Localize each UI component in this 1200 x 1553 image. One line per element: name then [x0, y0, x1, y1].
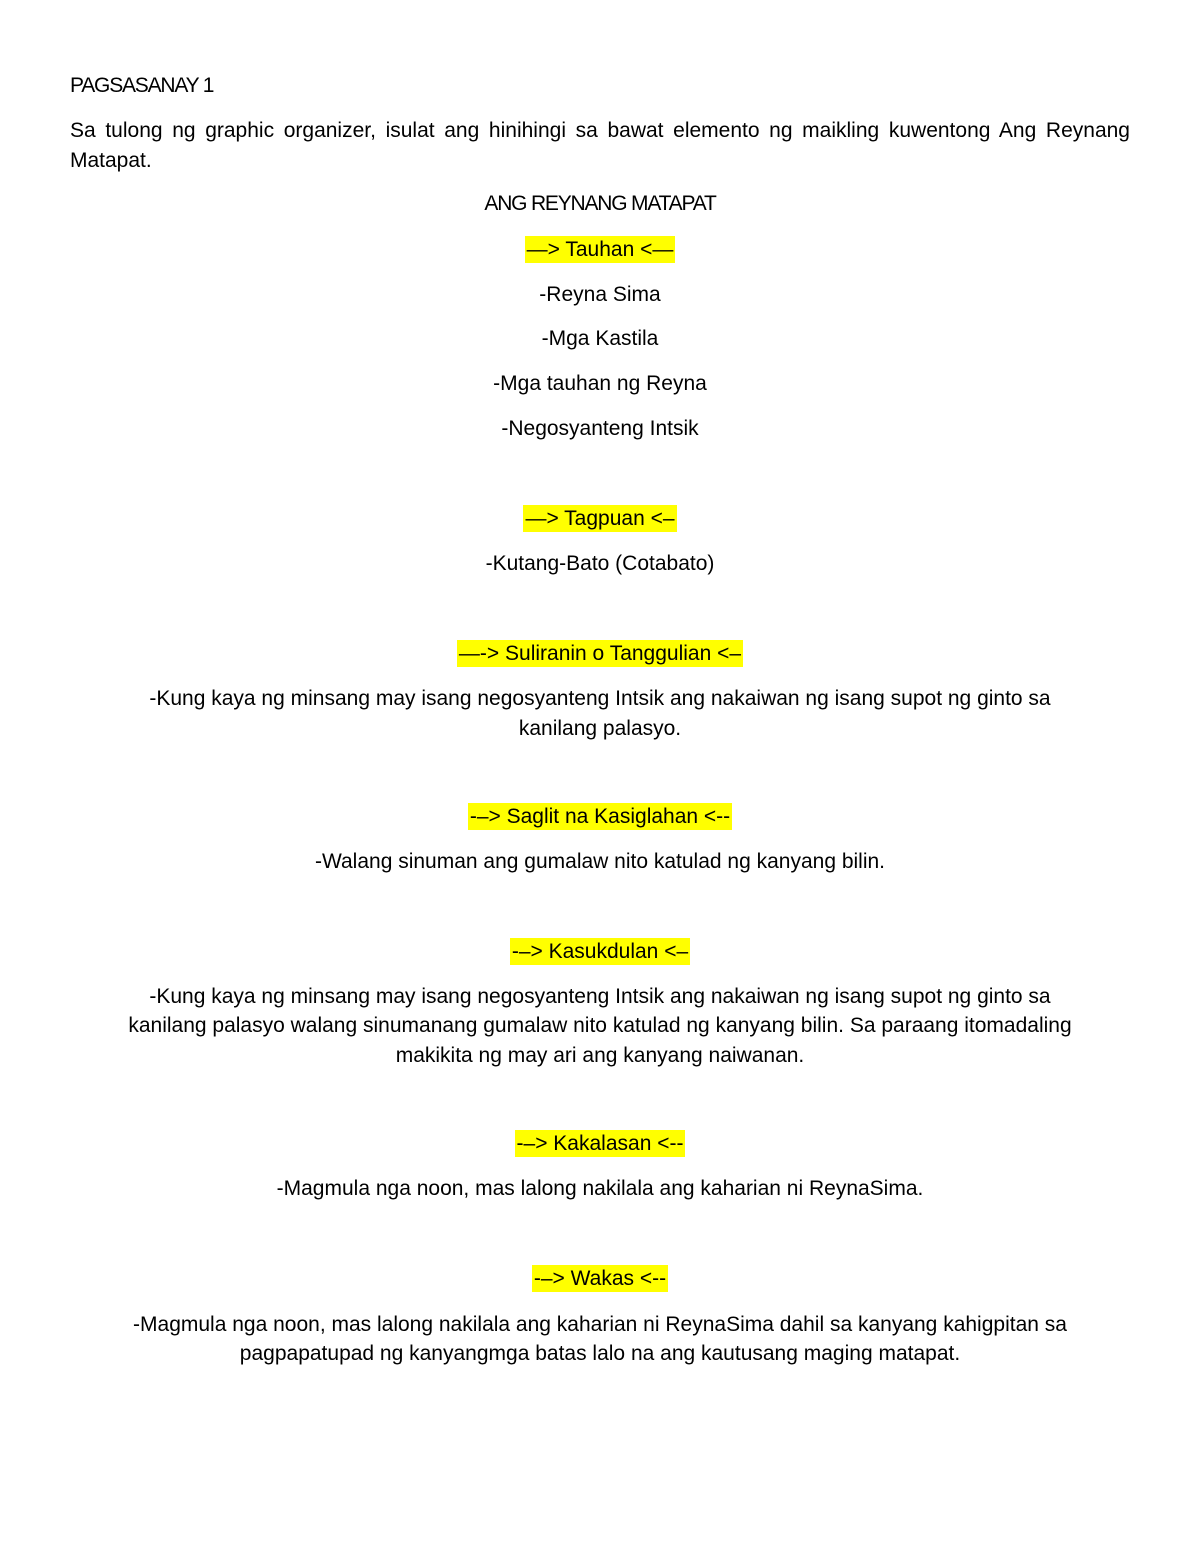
section-item: -Kung kaya ng minsang may isang negosyanteng Intsik ang nakaiwan ng isang supot ng ginto sa [149, 985, 1051, 1008]
highlighted-label: —> Tauhan <— [526, 238, 674, 261]
section-label-tagpuan [70, 504, 1130, 534]
document-page [70, 0, 1130, 1553]
section-item: makikita ng may ari ang kanyang naiwanan. [395, 1044, 805, 1067]
highlighted-label: —> Tagpuan <– [525, 507, 675, 530]
highlighted-label: -–> Saglit na Kasiglahan <-- [469, 805, 731, 828]
section-item: -Kung kaya ng minsang may isang negosyanteng Intsik ang nakaiwan ng isang supot ng ginto sa [149, 687, 1051, 710]
section-item: -Magmula nga noon, mas lalong nakilala ang kaharian ni ReynaSima. [276, 1177, 924, 1200]
highlighted-label: -–> Kasukdulan <– [511, 940, 689, 963]
section-label-kakalasan [70, 1129, 1130, 1159]
section-item: kanilang palasyo. [518, 717, 682, 740]
section-label-wakas [70, 1264, 1130, 1294]
instructions-paragraph: Sa tulong ng graphic organizer, isulat ang hinihingi sa bawat elemento ng maikling kuwentong Ang Reynang Matapat. [70, 119, 1130, 172]
highlighted-label: —-> Suliranin o Tanggulian <– [458, 642, 742, 665]
highlighted-label: -–> Wakas <-- [533, 1267, 667, 1290]
section-label-kasukdulan [70, 937, 1130, 967]
section-item: -Reyna Sima [539, 283, 661, 306]
section-label-suliranin [70, 639, 1130, 669]
section-item: -Negosyanteng Intsik [501, 417, 699, 440]
section-item: -Mga tauhan ng Reyna [493, 372, 707, 395]
section-item: -Magmula nga noon, mas lalong nakilala ang kaharian ni ReynaSima dahil sa kanyang kahigpitan sa [133, 1313, 1067, 1336]
story-title: ANG REYNANG MATAPAT [484, 192, 716, 215]
exercise-heading: PAGSASANAY 1 [70, 74, 214, 97]
section-label-saglit-na-kasiglahan [70, 802, 1130, 832]
section-item: pagpapatupad ng kanyangmga batas lalo na ang kautusang maging matapat. [239, 1342, 961, 1365]
section-label-tauhan [70, 235, 1130, 265]
section-item: -Mga Kastila [541, 327, 659, 350]
section-item: -Walang sinuman ang gumalaw nito katulad ng kanyang bilin. [314, 850, 886, 873]
highlighted-label: -–> Kakalasan <-- [516, 1132, 684, 1155]
section-item: -Kutang-Bato (Cotabato) [485, 552, 715, 575]
section-item: kanilang palasyo walang sinumanang gumalaw nito katulad ng kanyang bilin. Sa paraang itomadaling [128, 1014, 1072, 1037]
